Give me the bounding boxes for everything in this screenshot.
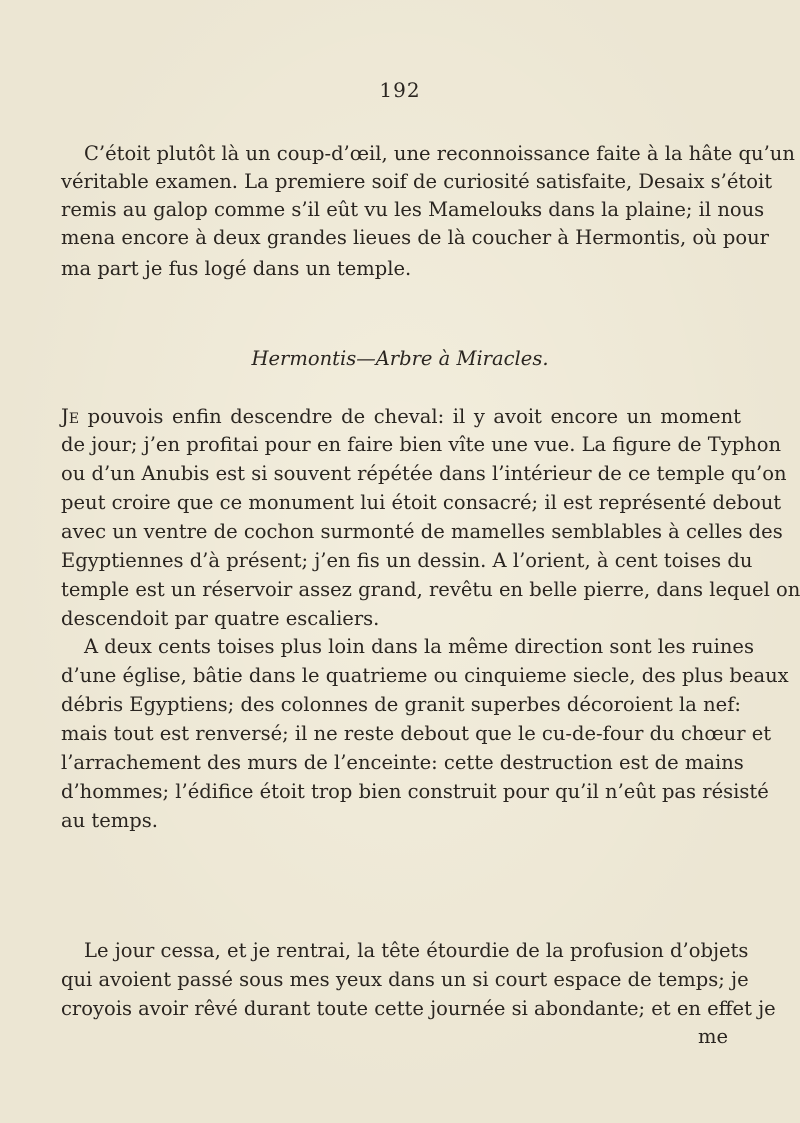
catchword: me — [698, 1025, 729, 1048]
text-line: l’arrachement des murs de l’enceinte: cette destruction est de mains — [61, 751, 744, 774]
text-line: peut croire que ce monument lui étoit consacré; il est représenté debout — [61, 491, 782, 514]
text-line: descendoit par quatre escaliers. — [61, 607, 380, 630]
text-line — [61, 403, 741, 431]
text-line: mena encore à deux grandes lieues de là coucher à Hermontis, où pour — [61, 226, 769, 249]
text-line: A deux cents toises plus loin dans la même direction sont les ruines — [84, 635, 754, 658]
text-line: C’étoit plutôt là un coup-d’œil, une reconnoissance faite à la hâte qu’un — [84, 142, 795, 165]
text-line: ma part je fus logé dans un temple. — [61, 257, 412, 280]
text-line-rest: pouvois enfin descendre de cheval: il y avoit encore un moment — [79, 405, 741, 428]
text-line: croyois avoir rêvé durant toute cette journée si abondante; et en effet je — [61, 997, 776, 1020]
text-line: mais tout est renversé; il ne reste debout que le cu-de-four du chœur et — [61, 722, 772, 745]
text-line: qui avoient passé sous mes yeux dans un si court espace de temps; je — [61, 968, 749, 991]
text-line: d’une église, bâtie dans le quatrieme ou cinquieme siecle, des plus beaux — [61, 664, 789, 687]
page-number: 192 — [379, 78, 421, 102]
text-line: Egyptiennes d’à présent; j’en fis un dessin. A l’orient, à cent toises du — [61, 549, 753, 572]
text-line: avec un ventre de cochon surmonté de mamelles semblables à celles des — [61, 520, 783, 543]
text-line: au temps. — [61, 809, 158, 832]
text-line: véritable examen. La premiere soif de curiosité satisfaite, Desaix s’étoit — [61, 170, 773, 193]
drop-cap: Je — [61, 405, 80, 428]
text-line: débris Egyptiens; des colonnes de granit superbes décoroient la nef: — [61, 693, 741, 716]
text-line: d’hommes; l’édifice étoit trop bien construit pour qu’il n’eût pas résisté — [61, 780, 769, 803]
text-line: temple est un réservoir assez grand, revêtu en belle pierre, dans lequel on — [61, 578, 800, 601]
text-line: de jour; j’en profitai pour en faire bien vîte une vue. La figure de Typhon — [61, 433, 782, 456]
text-line: remis au galop comme s’il eût vu les Mamelouks dans la plaine; il nous — [61, 198, 765, 221]
text-line: ou d’un Anubis est si souvent répétée dans l’intérieur de ce temple qu’on — [61, 462, 787, 485]
section-heading: Hermontis—Arbre à Miracles. — [251, 347, 549, 370]
text-line: Le jour cessa, et je rentrai, la tête étourdie de la profusion d’objets — [84, 939, 749, 962]
